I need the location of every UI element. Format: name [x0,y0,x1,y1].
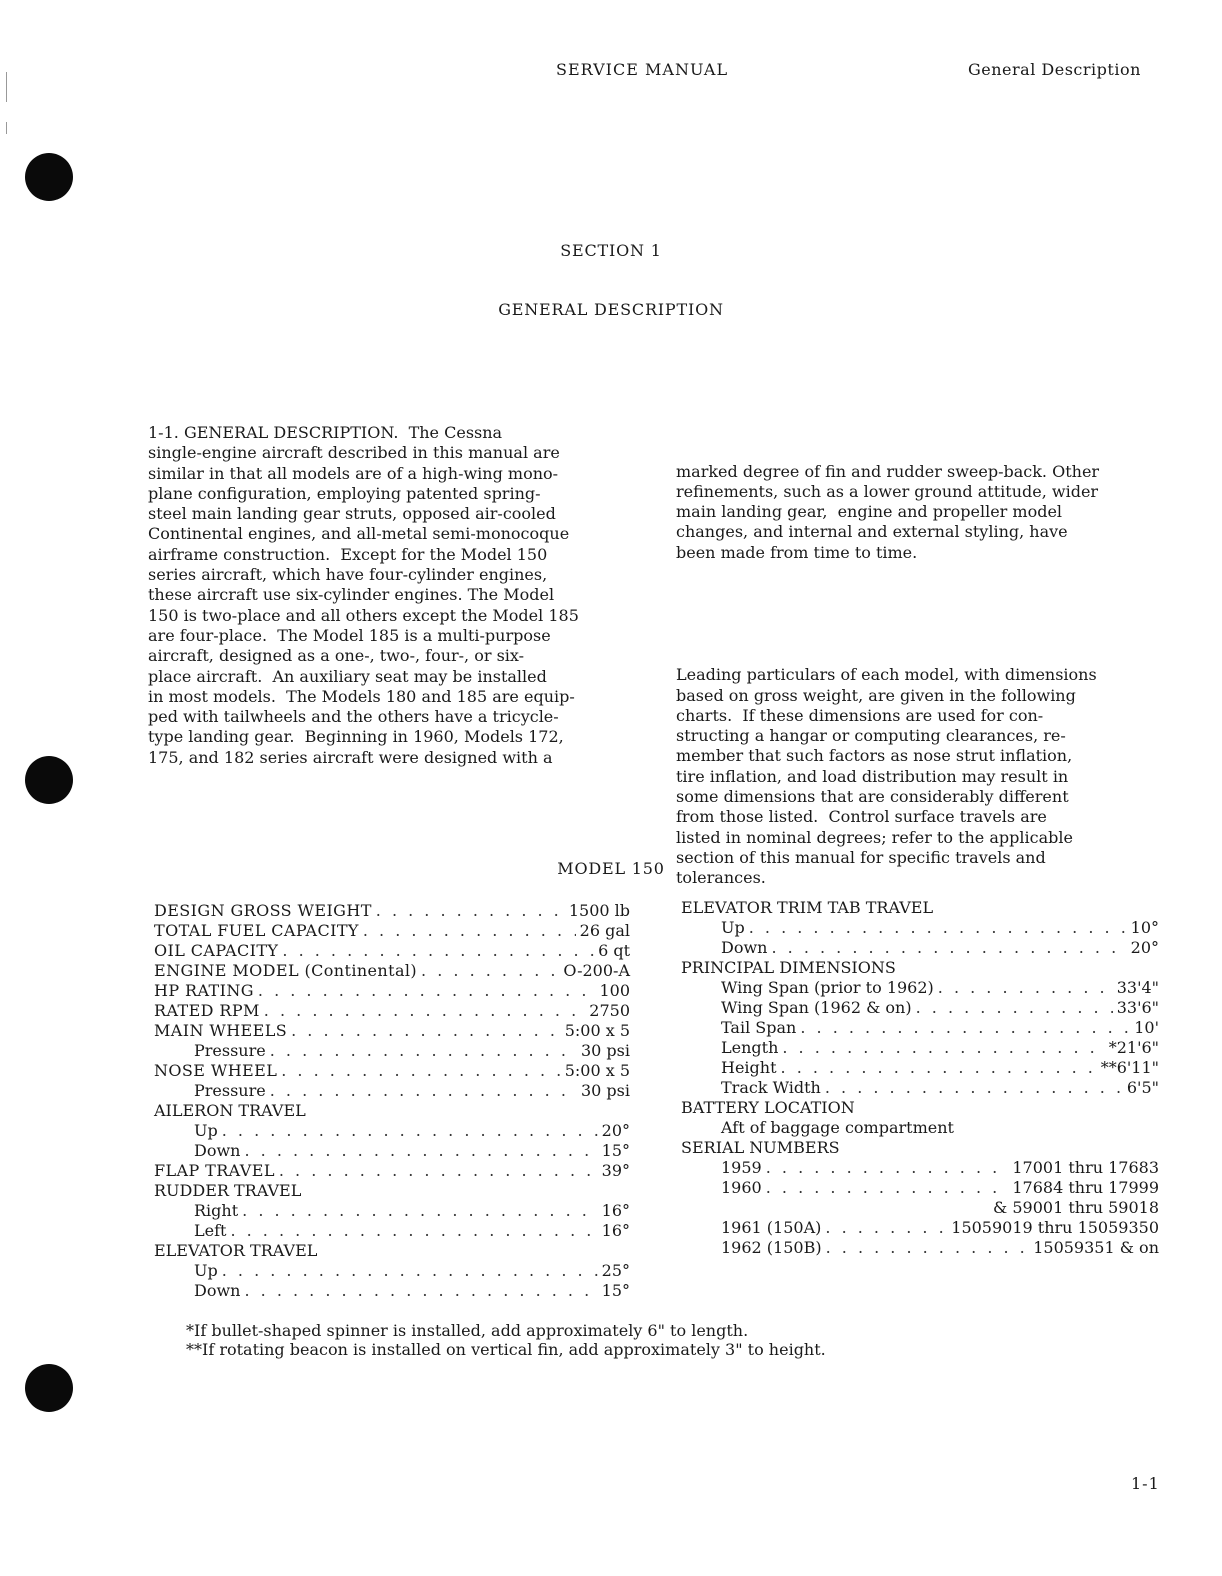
spec-row [154,1221,630,1241]
running-header-title: SERVICE MANUAL [556,60,729,79]
spec-value: 16° [601,1221,630,1240]
text-line: listed in nominal degrees; refer to the applicable [676,827,1073,847]
spec-value: 5:00 x 5 [564,1021,630,1040]
spec-row [681,918,1159,938]
leader-dots [749,918,1127,938]
spec-row [154,981,630,1001]
spec-row [681,938,1159,958]
text-line: single-engine aircraft described in this manual are [148,443,560,463]
spec-row [681,1218,1159,1238]
leader-dots [230,1221,597,1241]
spec-value: 2750 [589,1001,630,1020]
spec-value: 15° [601,1281,630,1300]
spec-value: 15059019 thru 15059350 [951,1218,1159,1237]
spec-row [154,1181,630,1201]
spec-label: ELEVATOR TRAVEL [154,1241,318,1260]
section-number: SECTION 1 [560,241,662,260]
text-line: steel main landing gear struts, opposed air-cooled [148,504,556,524]
running-header-section: General Description [968,60,1141,79]
leader-dots [244,1141,597,1161]
text-line: 150 is two-place and all others except the Model 185 [148,605,579,625]
spec-value: 39° [601,1161,630,1180]
spec-value: 10' [1134,1018,1159,1037]
spec-row [154,1001,630,1021]
spec-value: 33'6" [1116,998,1159,1017]
spec-row [154,961,630,981]
spec-row [154,921,630,941]
leader-dots [270,1041,577,1061]
spec-label: Wing Span (prior to 1962) [721,978,934,997]
text-line: 1-1. GENERAL DESCRIPTION. The Cessna [148,423,503,442]
spec-table-left [154,901,630,1301]
spec-label: MAIN WHEELS [154,1021,288,1040]
text-line: marked degree of fin and rudder sweep-back. Other [676,461,1100,481]
leader-dots [291,1021,561,1041]
leader-dots [376,901,565,921]
spec-row [681,978,1159,998]
text-line: airframe construction. Except for the Model 150 [148,544,548,564]
spec-row [154,1161,630,1181]
spec-label: Down [194,1141,241,1160]
text-line: 175, and 182 series aircraft were designed with a [148,747,553,767]
spec-value: 17001 thru 17683 [1012,1158,1159,1177]
page-number: 1-1 [1131,1474,1160,1493]
leader-dots [363,921,576,941]
text-line: aircraft, designed as a one-, two-, four-, or six- [148,646,525,666]
spec-label: RATED RPM [154,1001,260,1020]
text-line: charts. If these dimensions are used for con- [676,705,1044,725]
spec-label: Down [194,1281,241,1300]
spec-value: O-200-A [563,961,630,980]
spec-row [154,1281,630,1301]
text-line: been made from time to time. [676,542,918,562]
text-line: tire inflation, and load distribution may result in [676,766,1069,786]
spec-row [681,958,1159,978]
leader-dots [279,1161,598,1181]
spec-label: NOSE WHEEL [154,1061,278,1080]
text-line: structing a hangar or computing clearances, re- [676,726,1066,746]
spec-label: HP RATING [154,981,254,1000]
binder-edge-mark [6,122,7,134]
spec-row [681,1078,1159,1098]
spec-label: SERIAL NUMBERS [681,1138,840,1157]
leader-dots [825,1218,947,1238]
spec-value: 20° [601,1121,630,1140]
spec-row [154,1041,630,1061]
spec-label: PRINCIPAL DIMENSIONS [681,958,896,977]
punch-hole [25,1364,73,1412]
spec-row [154,1101,630,1121]
spec-label: Track Width [721,1078,821,1097]
text-line: these aircraft use six-cylinder engines. The Model [148,585,555,605]
spec-label: Left [194,1221,227,1240]
text-line: section of this manual for specific travels and [676,847,1046,867]
spec-value: **6'11" [1100,1058,1159,1077]
body-paragraph [676,462,1146,563]
spec-label: Down [721,938,768,957]
text-line: similar in that all models are of a high-wing mono- [148,463,559,483]
spec-label: RUDDER TRAVEL [154,1181,302,1200]
leader-dots [766,1158,1009,1178]
spec-row [681,1238,1159,1258]
spec-value: 33'4" [1116,978,1159,997]
spec-value: 6 qt [598,941,630,960]
spec-row [154,901,630,921]
body-right-column [676,421,1146,909]
text-line: tolerances. [676,868,766,888]
spec-label: Pressure [194,1081,266,1100]
spec-row [681,1038,1159,1058]
spec-row [681,1158,1159,1178]
spec-row [154,1201,630,1221]
spec-label: 1961 (150A) [721,1218,822,1237]
text-line: refinements, such as a lower ground attitude, wider [676,481,1099,501]
leader-dots [244,1281,597,1301]
leader-dots [826,1238,1030,1258]
text-line: Continental engines, and all-metal semi-monocoque [148,524,570,544]
punch-hole [25,153,73,201]
spec-value: 15° [601,1141,630,1160]
punch-hole [25,756,73,804]
body-left-column [148,423,618,768]
spec-value: & 59001 thru 59018 [993,1198,1159,1217]
leader-dots [782,1038,1104,1058]
leader-dots [800,1018,1130,1038]
spec-row [681,1098,1159,1118]
text-line: in most models. The Models 180 and 185 are equip- [148,686,575,706]
spec-table-right [681,898,1159,1258]
spec-row [154,1121,630,1141]
leader-dots [222,1121,598,1141]
text-line: place aircraft. An auxiliary seat may be installed [148,666,547,686]
spec-row [681,1198,1159,1218]
leader-dots [282,941,594,961]
leader-dots [825,1078,1123,1098]
spec-label: FLAP TRAVEL [154,1161,275,1180]
spec-row [681,1138,1159,1158]
spec-row [154,1261,630,1281]
spec-label: Tail Span [721,1018,797,1037]
model-title: MODEL 150 [557,859,665,878]
spec-row [681,998,1159,1018]
spec-row [154,1081,630,1101]
spec-value: 10° [1130,918,1159,937]
leader-dots [281,1061,560,1081]
spec-label: Up [194,1261,218,1280]
spec-label: 1962 (150B) [721,1238,822,1257]
spec-label: Up [721,918,745,937]
binder-edge-mark [6,72,7,102]
text-line: member that such factors as nose strut inflation, [676,746,1073,766]
leader-dots [264,1001,585,1021]
leader-dots [938,978,1113,998]
text-line: changes, and internal and external styling, have [676,522,1068,542]
text-line: plane configuration, employing patented spring- [148,483,541,503]
spec-value: 30 psi [580,1041,630,1060]
spec-label: ELEVATOR TRIM TAB TRAVEL [681,898,934,917]
spec-label: Up [194,1121,218,1140]
spec-value: 1500 lb [568,901,630,920]
leader-dots [222,1261,598,1281]
text-line: ped with tailwheels and the others have a tricycle- [148,707,559,727]
leader-dots [771,938,1126,958]
text-line: type landing gear. Beginning in 1960, Models 172, [148,727,564,747]
spec-row [154,1241,630,1261]
spec-value: 25° [601,1261,630,1280]
spec-value: 30 psi [580,1081,630,1100]
text-line: main landing gear, engine and propeller model [676,502,1063,522]
spec-label: BATTERY LOCATION [681,1098,855,1117]
leader-dots [242,1201,598,1221]
spec-row [154,941,630,961]
spec-label: ENGINE MODEL (Continental) [154,961,418,980]
spec-label: 1959 [721,1158,762,1177]
text-line: based on gross weight, are given in the following [676,685,1076,705]
spec-label: TOTAL FUEL CAPACITY [154,921,359,940]
spec-row [681,1178,1159,1198]
section-title: GENERAL DESCRIPTION [498,300,724,319]
text-line: Leading particulars of each model, with dimensions [676,665,1097,685]
spec-row [681,1018,1159,1038]
footnote: **If rotating beacon is installed on vertical fin, add approximately 3" to height. [186,1340,826,1359]
spec-value: 100 [599,981,630,1000]
leader-dots [421,961,559,981]
spec-row [681,1058,1159,1078]
spec-row [154,1141,630,1161]
spec-label: OIL CAPACITY [154,941,279,960]
spec-label: AILERON TRAVEL [154,1101,306,1120]
spec-row [681,898,1159,918]
spec-value: 6'5" [1126,1078,1159,1097]
spec-label: Right [194,1201,239,1220]
spec-label: 1960 [721,1178,762,1197]
spec-value: 16° [601,1201,630,1220]
spec-value: 26 gal [579,921,630,940]
spec-value: 20° [1130,938,1159,957]
spec-row [154,1061,630,1081]
spec-label: Pressure [194,1041,266,1060]
spec-label: Wing Span (1962 & on) [721,998,912,1017]
spec-value: 5:00 x 5 [564,1061,630,1080]
leader-dots [270,1081,577,1101]
spec-row [681,1118,1159,1138]
body-paragraph [676,665,1146,888]
spec-value: 15059351 & on [1033,1238,1159,1257]
leader-dots [916,998,1113,1018]
spec-label: Height [721,1058,777,1077]
spec-value: *21'6" [1108,1038,1159,1057]
spec-value: 17684 thru 17999 [1012,1178,1159,1197]
spec-label: Length [721,1038,779,1057]
text-line: from those listed. Control surface travels are [676,807,1047,827]
leader-dots [766,1178,1009,1198]
text-line: some dimensions that are considerably different [676,787,1069,807]
leader-dots [258,981,596,1001]
footnote: *If bullet-shaped spinner is installed, add approximately 6" to length. [186,1321,749,1340]
spec-label: Aft of baggage compartment [721,1118,954,1137]
spec-label: DESIGN GROSS WEIGHT [154,901,372,920]
text-line: series aircraft, which have four-cylinder engines, [148,565,548,585]
spec-row [154,1021,630,1041]
leader-dots [781,1058,1097,1078]
text-line: are four-place. The Model 185 is a multi-purpose [148,625,551,645]
